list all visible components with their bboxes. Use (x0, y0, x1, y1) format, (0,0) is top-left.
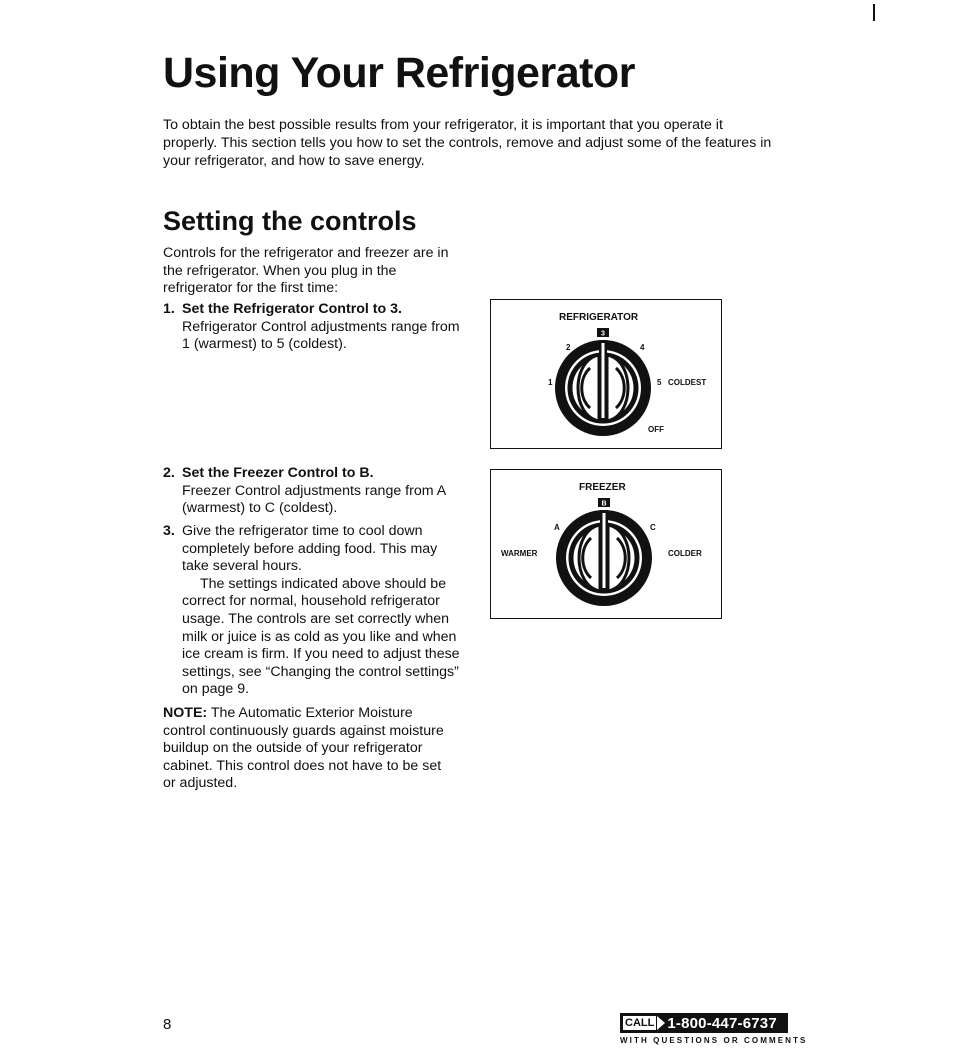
freezer-panel-title: FREEZER (579, 482, 626, 493)
dial-label-a: A (554, 523, 560, 532)
step-3 (163, 523, 463, 699)
dial-label-warmer: WARMER (501, 549, 538, 558)
dial-label-colder: COLDER (668, 549, 702, 558)
step-body: Freezer Control adjustments range from A (warmest) to C (coldest). (182, 482, 446, 517)
settings-paragraph: The settings indicated above should be correct for normal, household refrigerator usage. The controls are set correctly when milk or juice is as cold as you like and when ice cream is firm. If you need to adjust these settings, see “Changing the control settings” on page 9. (182, 575, 460, 698)
step-heading: Set the Refrigerator Control to 3. (182, 301, 402, 317)
controls-intro: Controls for the refrigerator and freezer are in the refrigerator. When you plug in the refrigerator for the first time: (163, 245, 449, 297)
call-label: CALL (622, 1015, 657, 1031)
page-number: 8 (163, 1016, 172, 1033)
call-banner (620, 1013, 788, 1033)
dial-label-1: 1 (548, 378, 553, 387)
margin-bar (873, 4, 875, 21)
note-label: NOTE: (163, 705, 208, 721)
dial-label-off: OFF (648, 425, 664, 434)
indicator-value: 3 (601, 330, 605, 338)
freezer-dial-knob (556, 510, 652, 606)
dial-label-2: 2 (566, 343, 571, 352)
refrigerator-dial-knob (555, 340, 651, 436)
dial-label-c: C (650, 523, 656, 532)
step-1 (163, 301, 463, 354)
phone-number: 1-800-447-6737 (667, 1014, 777, 1032)
section-title: Setting the controls (163, 206, 417, 236)
step-body: Refrigerator Control adjustments range from 1 (warmest) to 5 (coldest). (182, 318, 460, 353)
indicator-value: B (601, 500, 607, 508)
refrigerator-dial-illustration (491, 300, 723, 450)
freezer-control-panel (490, 469, 722, 619)
step-heading: Set the Freezer Control to B. (182, 465, 374, 481)
step-2 (163, 465, 463, 518)
step-number: 2. (163, 465, 175, 481)
refrigerator-panel-title: REFRIGERATOR (559, 312, 639, 323)
call-subtitle: WITH QUESTIONS OR COMMENTS (620, 1036, 808, 1045)
freezer-dial-illustration (491, 470, 723, 620)
dial-label-5: 5 (657, 378, 662, 387)
note-paragraph (163, 705, 448, 793)
intro-paragraph: To obtain the best possible results from your refrigerator, it is important that you operate it properly. This section tells you how to set the controls, remove and adjust some of the features in your refrigerator, and how to save energy. (163, 117, 772, 169)
page-title: Using Your Refrigerator (163, 49, 635, 97)
dial-label-4: 4 (640, 343, 645, 352)
dial-label-coldest: COLDEST (668, 378, 707, 387)
note-text: The Automatic Exterior Moisture control continuously guards against moisture buildup on the outside of your refrigerator cabinet. This control does not have to be set or adjusted. (163, 705, 444, 792)
refrigerator-control-panel (490, 299, 722, 449)
arrow-right-icon (657, 1016, 665, 1030)
step-body: Give the refrigerator time to cool down completely before adding food. This may take several hours. (182, 523, 438, 575)
step-number: 1. (163, 301, 175, 317)
step-number: 3. (163, 523, 175, 539)
